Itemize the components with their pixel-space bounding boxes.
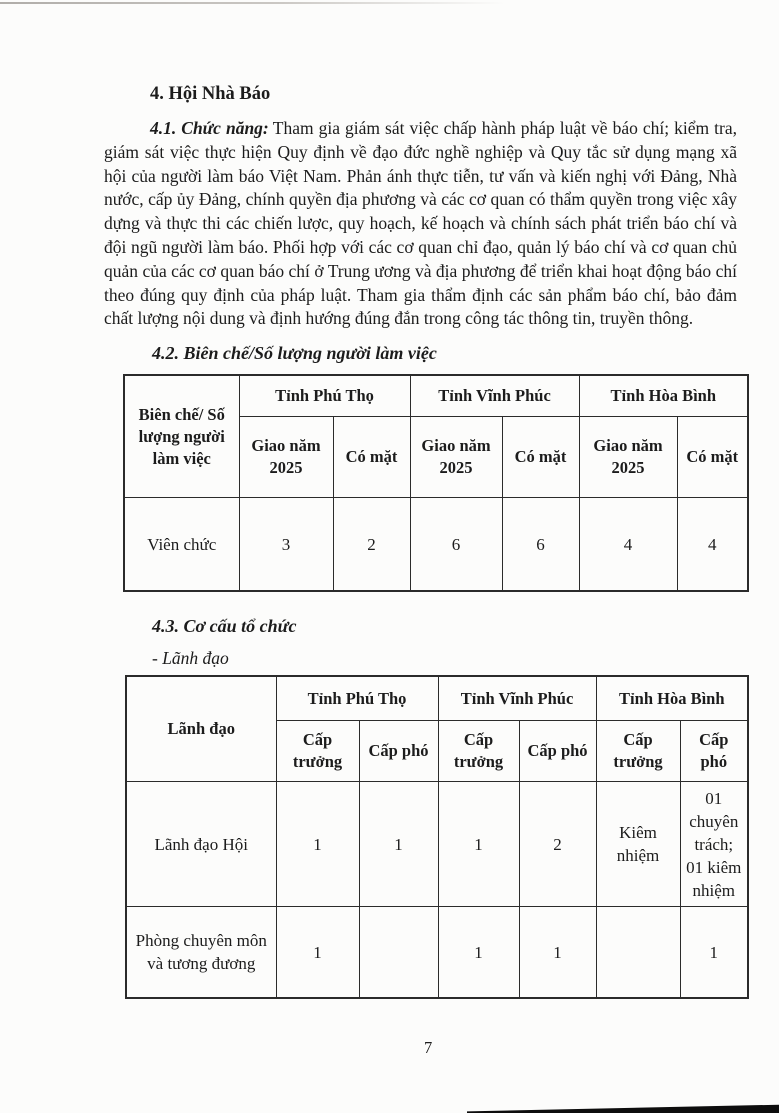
subheader-assigned: Giao năm 2025 <box>410 417 502 498</box>
table-cell: 4 <box>579 498 677 592</box>
table-cell: 1 <box>438 907 519 999</box>
table-cell: 1 <box>519 907 596 999</box>
subheader-deputy: Cấp phó <box>519 721 596 782</box>
subheader-chief: Cấp trưởng <box>276 721 359 782</box>
row-label: Phòng chuyên môn và tương đương <box>126 907 276 999</box>
leadership-label: - Lãnh đạo <box>152 648 229 669</box>
table-cell: 6 <box>410 498 502 592</box>
province-header-hoa-binh: Tỉnh Hòa Bình <box>596 676 748 721</box>
table-cell: Kiêm nhiệm <box>596 782 680 907</box>
table-row <box>124 498 748 592</box>
structure-table-province-row <box>126 676 748 721</box>
province-header-vinh-phuc: Tỉnh Vĩnh Phúc <box>410 375 579 417</box>
table-cell: 2 <box>333 498 410 592</box>
subheader-assigned: Giao năm 2025 <box>239 417 333 498</box>
table-cell: 1 <box>438 782 519 907</box>
table-cell: 1 <box>276 907 359 999</box>
table-cell: 4 <box>677 498 748 592</box>
row-label: Lãnh đạo Hội <box>126 782 276 907</box>
subheader-present: Có mặt <box>677 417 748 498</box>
function-paragraph <box>104 117 737 331</box>
subheader-chief: Cấp trưởng <box>438 721 519 782</box>
subheader-present: Có mặt <box>502 417 579 498</box>
subsection-4-3-heading: 4.3. Cơ cấu tổ chức <box>152 616 297 637</box>
table-cell: 1 <box>359 782 438 907</box>
scan-artifact-bottom-edge <box>467 1104 779 1113</box>
table-cell: 6 <box>502 498 579 592</box>
staffing-table-province-row <box>124 375 748 417</box>
staffing-table-row-header-title: Biên chế/ Số lượng người làm việc <box>124 375 239 498</box>
table-cell: 1 <box>276 782 359 907</box>
table-cell: 2 <box>519 782 596 907</box>
province-header-hoa-binh: Tỉnh Hòa Bình <box>579 375 748 417</box>
table-row <box>126 782 748 907</box>
structure-table <box>125 675 749 999</box>
row-label: Viên chức <box>124 498 239 592</box>
table-cell <box>596 907 680 999</box>
province-header-phu-tho: Tỉnh Phú Thọ <box>276 676 438 721</box>
table-cell: 01 chuyên trách; 01 kiêm nhiệm <box>680 782 748 907</box>
province-header-phu-tho: Tỉnh Phú Thọ <box>239 375 410 417</box>
staffing-table <box>123 374 749 592</box>
province-header-vinh-phuc: Tỉnh Vĩnh Phúc <box>438 676 596 721</box>
table-cell: 1 <box>680 907 748 999</box>
function-paragraph-text: Tham gia giám sát việc chấp hành pháp luật về báo chí; kiểm tra, giám sát việc thực hiện Quy định về đạo đức nghề nghiệp và Quy tắc sử dụng mạng xã hội của người làm báo Việt Nam. Phản ánh thực tiễn, tư vấn và kiến nghị với Đảng, Nhà nước, cấp ủy Đảng, chính quyền địa phương và các cơ quan có thẩm quyền trong việc xây dựng và thực thi các chiến lược, quy hoạch, kế hoạch và chính sách phát triển báo chí và đội ngũ người làm báo. Phối hợp với các cơ quan chỉ đạo, quản lý báo chí và cơ quan chủ quản của các cơ quan báo chí ở Trung ương và địa phương để triển khai hoạt động báo chí theo đúng quy định của pháp luật. Tham gia thẩm định các sản phẩm báo chí, bảo đảm chất lượng nội dung và định hướng đúng đắn trong công tác thông tin, truyền thông. <box>104 118 737 329</box>
page-number: 7 <box>424 1038 433 1057</box>
scan-artifact-top-edge <box>0 2 505 4</box>
subheader-chief: Cấp trưởng <box>596 721 680 782</box>
section-heading: 4. Hội Nhà Báo <box>150 84 271 104</box>
table-cell: 3 <box>239 498 333 592</box>
table-row <box>126 907 748 999</box>
subsection-4-1-label: 4.1. Chức năng: <box>150 118 269 138</box>
subsection-4-2-heading: 4.2. Biên chế/Số lượng người làm việc <box>152 343 437 364</box>
subheader-deputy: Cấp phó <box>680 721 748 782</box>
subheader-assigned: Giao năm 2025 <box>579 417 677 498</box>
subheader-deputy: Cấp phó <box>359 721 438 782</box>
subheader-present: Có mặt <box>333 417 410 498</box>
table-cell <box>359 907 438 999</box>
structure-table-row-header-title: Lãnh đạo <box>126 676 276 782</box>
